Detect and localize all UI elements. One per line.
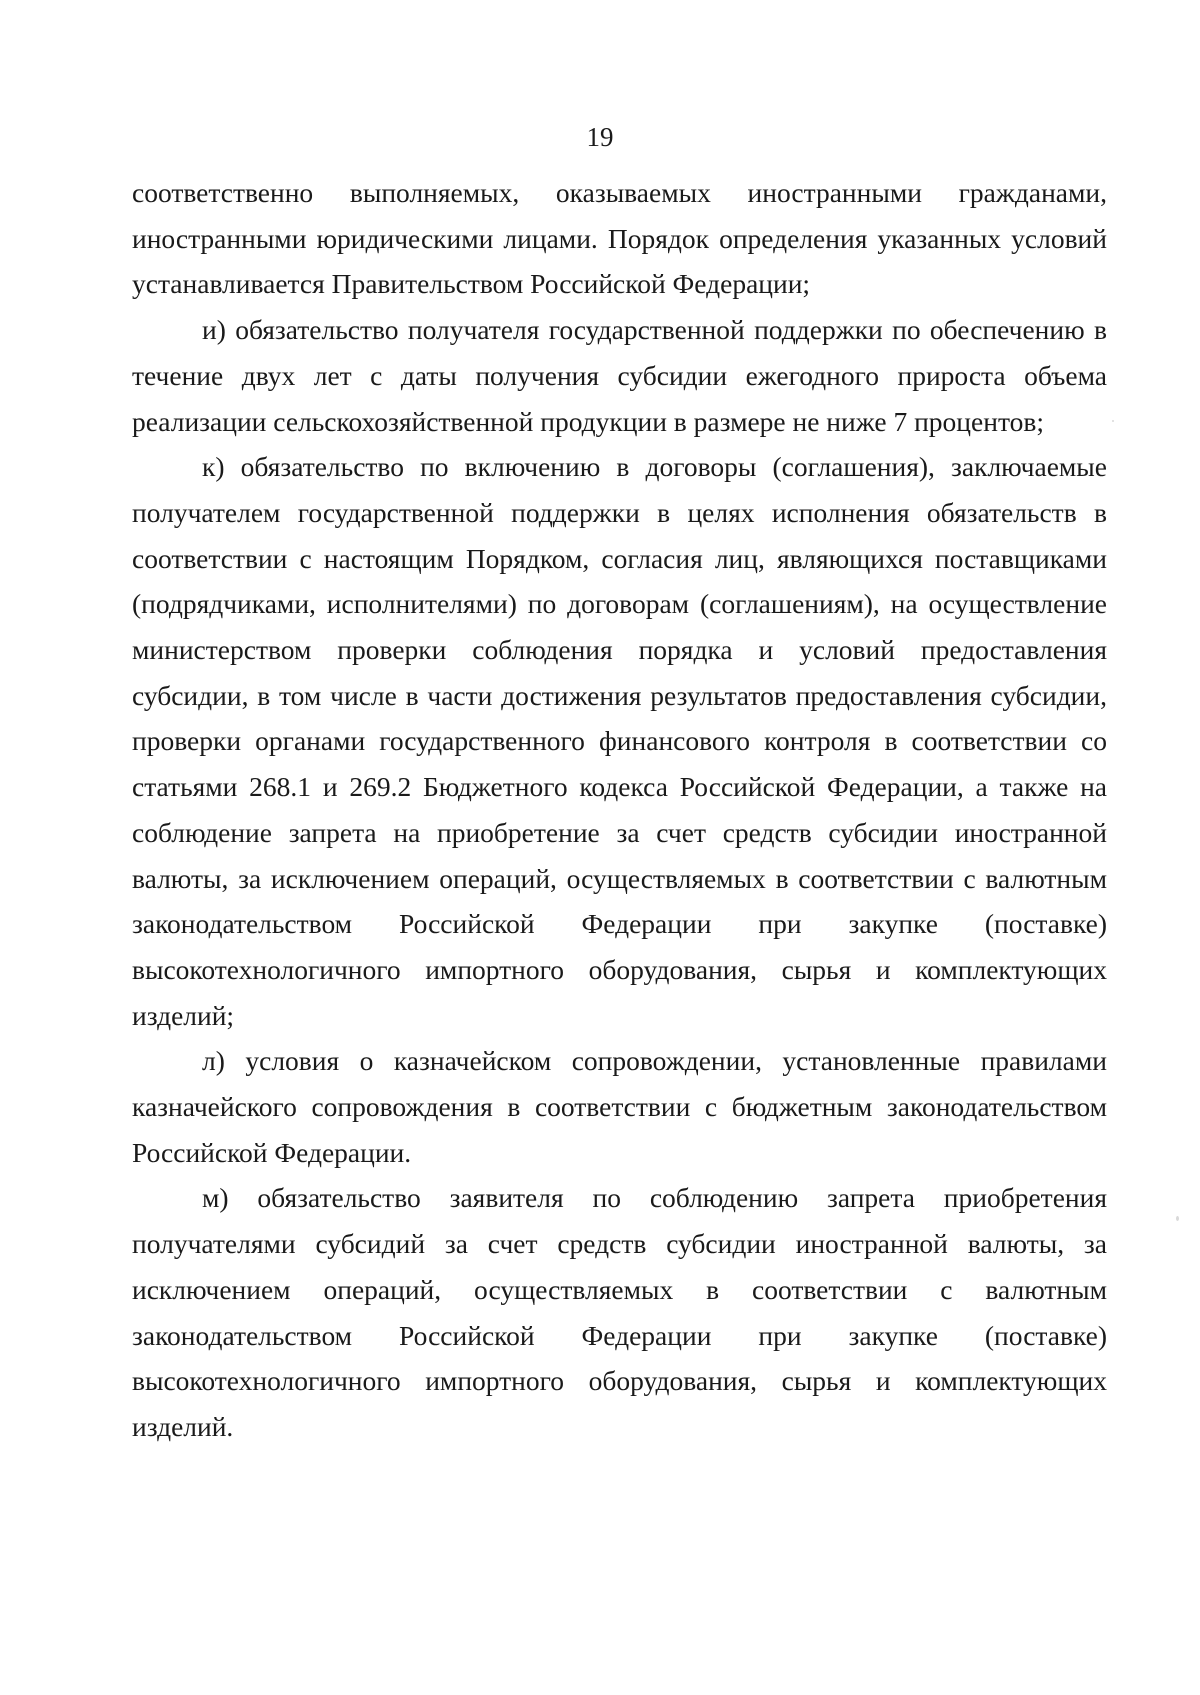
paragraph-item-m: м) обязательство заявителя по соблюдению запрета приобретения получателями субсидий за счет средств субсидии иностранной валюты, за исключением операций, осуществляемых в соответствии с валютным законодательством Российской Федерации при закупке (поставке) высокотехнологичного импортного оборудования, сырья и комплектующих изделий. — [132, 1182, 1107, 1442]
page-number: 19 — [586, 122, 614, 152]
paragraph-item-l: л) условия о казначейском сопровождении, установленные правилами казначейского сопровождения в соответствии с бюджетным законодательством Российской Федерации. — [132, 1045, 1107, 1168]
paragraph-item-i: и) обязательство получателя государственной поддержки по обеспечению в течение двух лет с даты получения субсидии ежегодного прироста объема реализации сельскохозяйственной продукции в размере не ниже 7 процентов; — [132, 314, 1107, 437]
paragraph-continuation: соответственно выполняемых, оказываемых иностранными гражданами, иностранными юридическими лицами. Порядок определения указанных условий устанавливается Правительством Российской Федерации; — [132, 177, 1107, 300]
scan-speck — [1176, 1216, 1179, 1221]
document-body — [132, 170, 1107, 1450]
paragraph-item-k: к) обязательство по включению в договоры (соглашения), заключаемые получателем государственной поддержки в целях исполнения обязательств в соответствии с настоящим Порядком, согласия лиц, являющихся поставщиками (подрядчиками, исполнителями) по договорам (соглашениям), на осуществление министерством проверки соблюдения порядка и условий предоставления субсидии, в том числе в части достижения результатов предоставления субсидии, проверки органами государственного финансового контроля в соответствии со статьями 268.1 и 269.2 Бюджетного кодекса Российской Федерации, а также на соблюдение запрета на приобретение за счет средств субсидии иностранной валюты, за исключением операций, осуществляемых в соответствии с валютным законодательством Российской Федерации при закупке (поставке) высокотехнологичного импортного оборудования, сырья и комплектующих изделий; — [132, 451, 1107, 1031]
scan-speck — [1112, 420, 1114, 422]
